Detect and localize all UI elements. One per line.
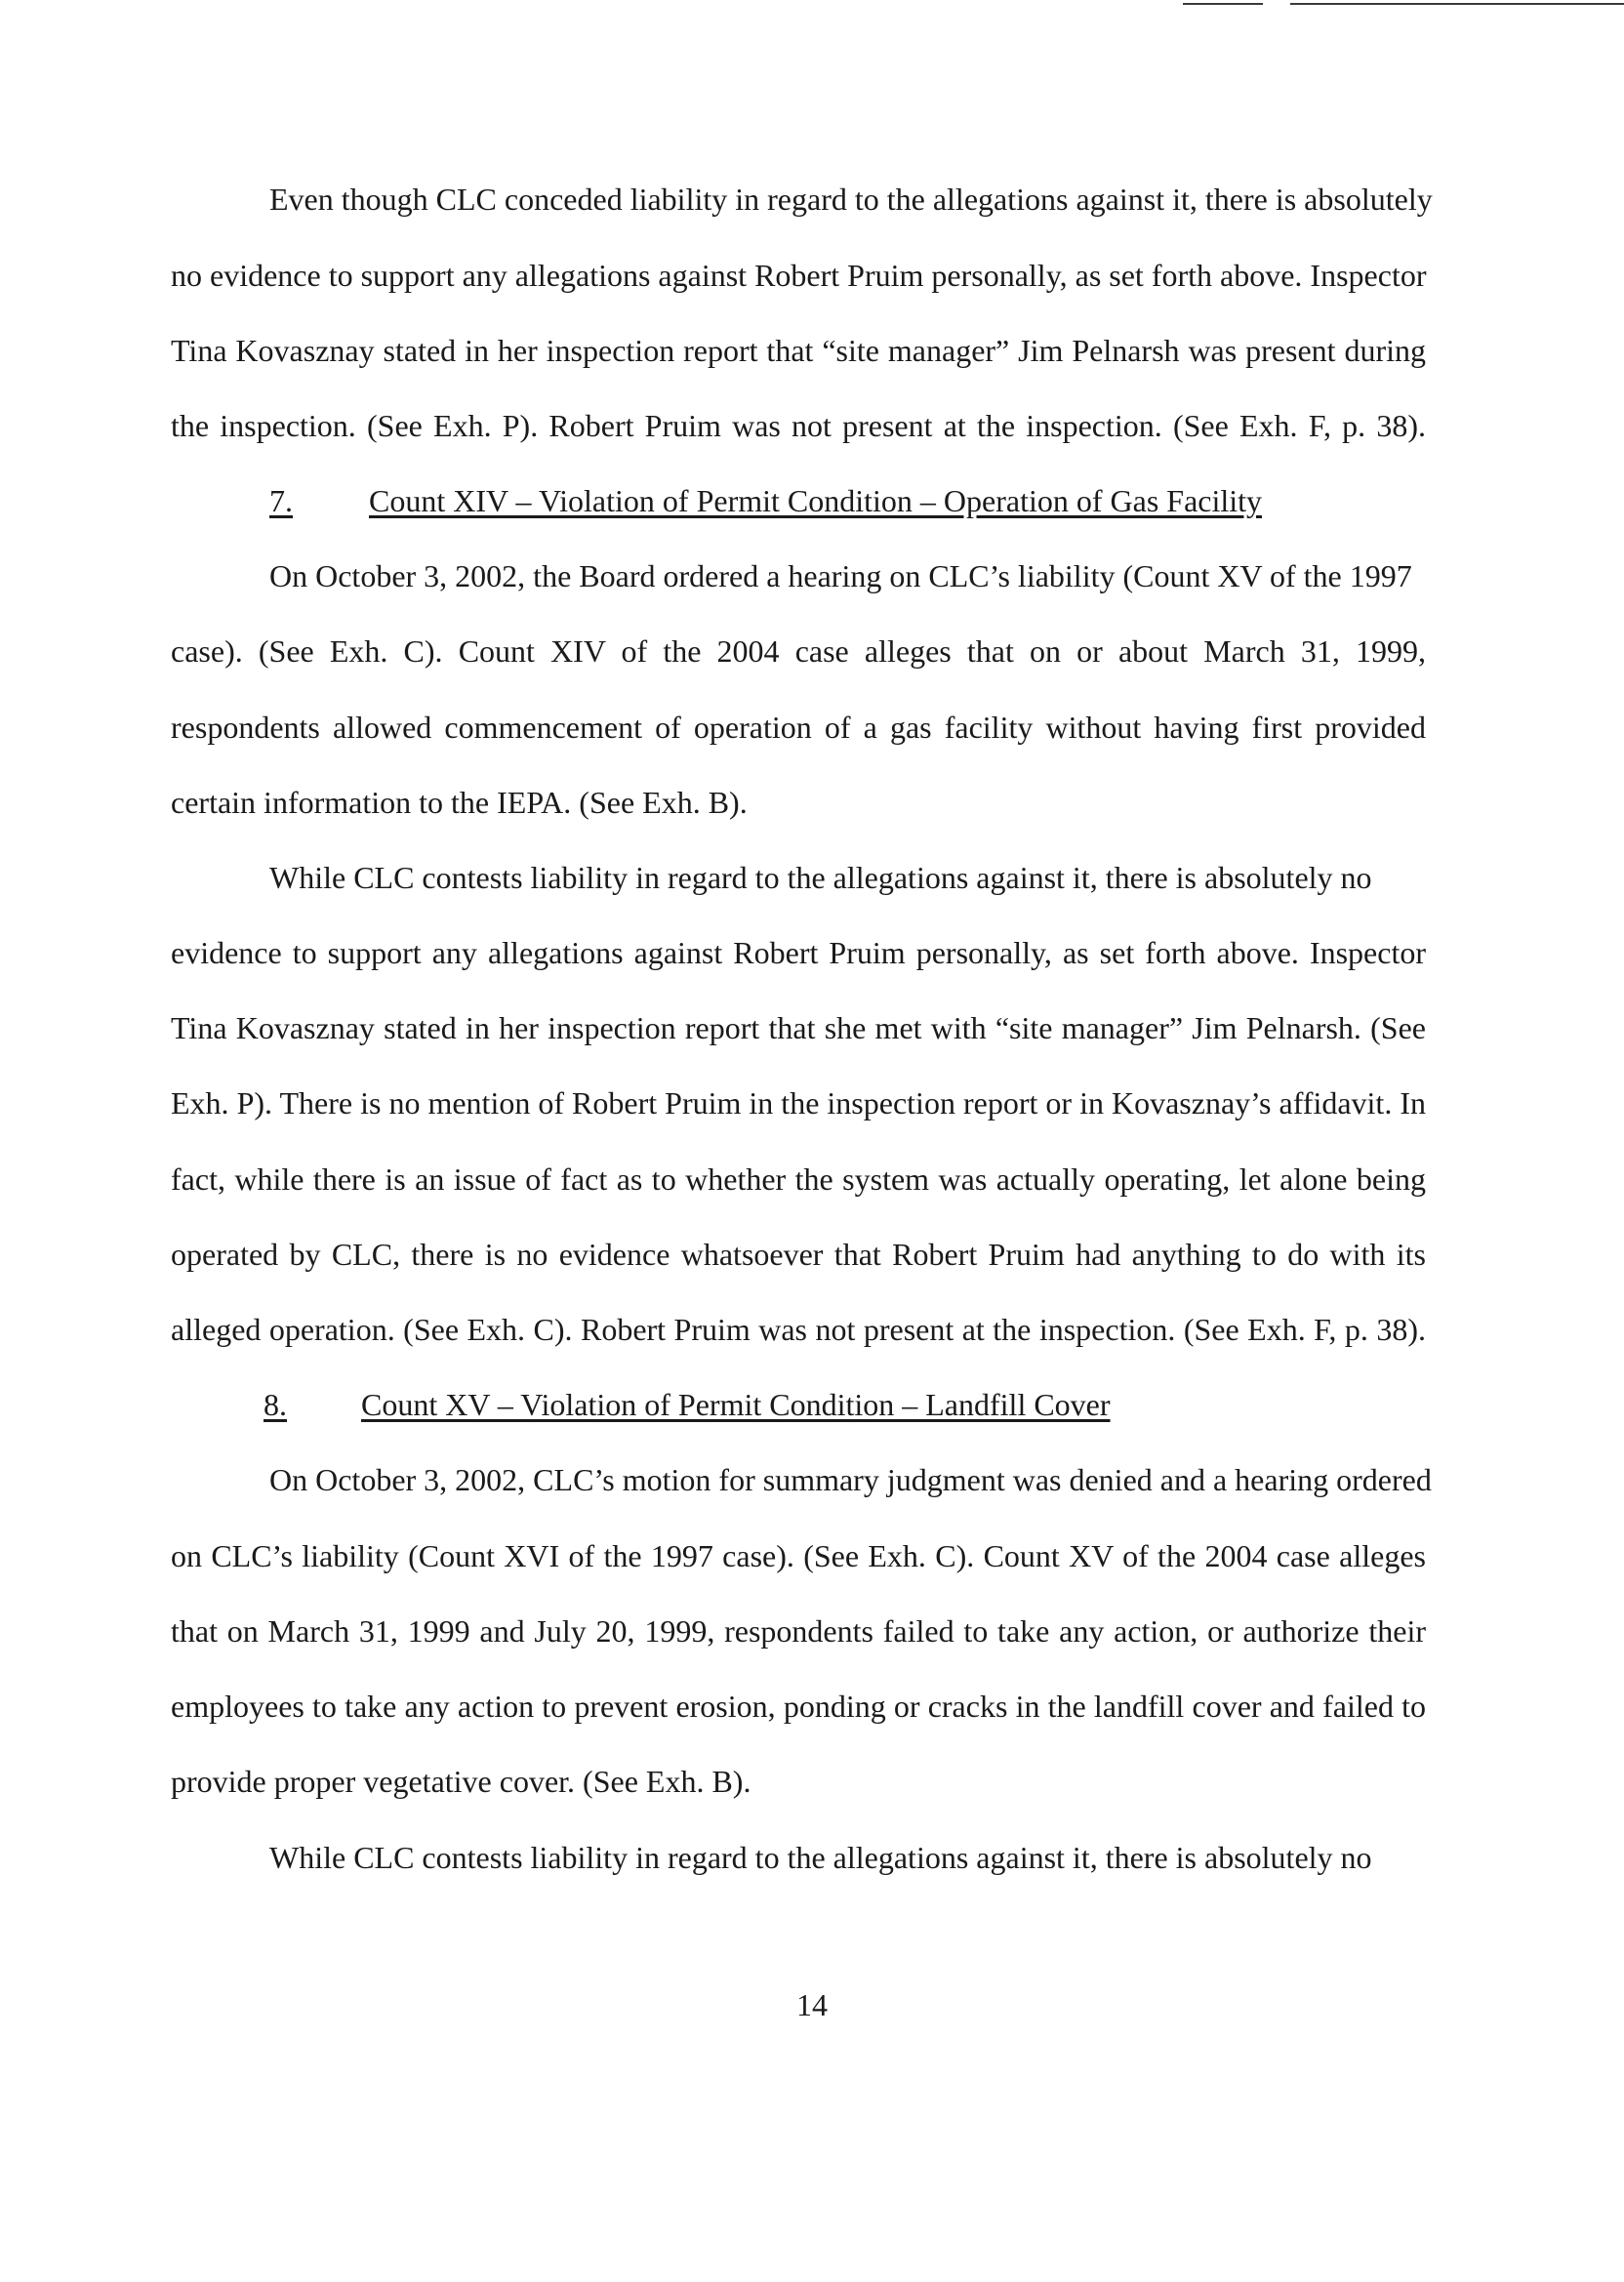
paragraph-line: Tina Kovasznay stated in her inspection report that she met with “site manager” Jim Pelnarsh. (See bbox=[171, 1010, 1426, 1045]
paragraph-line: evidence to support any allegations against Robert Pruim personally, as set forth above. Inspector bbox=[171, 935, 1426, 970]
paragraph-line: operated by CLC, there is no evidence whatsoever that Robert Pruim had anything to do with its bbox=[171, 1237, 1426, 1272]
paragraph-line: While CLC contests liability in regard to the allegations against it, there is absolutely no bbox=[269, 1840, 1372, 1875]
paragraph-line: alleged operation. (See Exh. C). Robert Pruim was not present at the inspection. (See Exh. F, p. 38). bbox=[171, 1312, 1426, 1347]
section-heading-title: Count XIV – Violation of Permit Condition – Operation of Gas Facility bbox=[369, 483, 1263, 518]
paragraph-line: employees to take any action to prevent erosion, ponding or cracks in the landfill cover and failed to bbox=[171, 1689, 1426, 1724]
section-heading-number: 8. bbox=[264, 1387, 287, 1422]
paragraph-line: on CLC’s liability (Count XVI of the 1997 case). (See Exh. C). Count XV of the 2004 case alleges bbox=[171, 1538, 1426, 1573]
paragraph-line: the inspection. (See Exh. P). Robert Pruim was not present at the inspection. (See Exh. F, p. 38). bbox=[171, 408, 1426, 443]
section-heading-title: Count XV – Violation of Permit Condition – Landfill Cover bbox=[361, 1387, 1111, 1422]
paragraph-line: Exh. P). There is no mention of Robert Pruim in the inspection report or in Kovasznay’s affidavit. In bbox=[171, 1085, 1426, 1121]
paragraph-line: While CLC contests liability in regard to the allegations against it, there is absolutely no bbox=[269, 860, 1372, 895]
page-number: 14 bbox=[796, 1987, 828, 2022]
paragraph-line: fact, while there is an issue of fact as to whether the system was actually operating, let alone being bbox=[171, 1161, 1426, 1197]
paragraph-line: On October 3, 2002, CLC’s motion for summary judgment was denied and a hearing ordered bbox=[269, 1462, 1432, 1497]
paragraph-line: Tina Kovasznay stated in her inspection report that “site manager” Jim Pelnarsh was present during bbox=[171, 333, 1426, 368]
paragraph-line: respondents allowed commencement of operation of a gas facility without having first provided bbox=[171, 710, 1426, 745]
section-heading-number: 7. bbox=[269, 483, 293, 518]
paragraph-line: Even though CLC conceded liability in regard to the allegations against it, there is absolutely bbox=[269, 182, 1433, 217]
paragraph-line: provide proper vegetative cover. (See Exh. B). bbox=[171, 1764, 751, 1799]
paragraph-line: On October 3, 2002, the Board ordered a hearing on CLC’s liability (Count XV of the 1997 bbox=[269, 558, 1412, 593]
paragraph-line: certain information to the IEPA. (See Exh. B). bbox=[171, 785, 748, 820]
paragraph-line: no evidence to support any allegations against Robert Pruim personally, as set forth above. Inspector bbox=[171, 258, 1427, 293]
paragraph-line: that on March 31, 1999 and July 20, 1999, respondents failed to take any action, or authorize their bbox=[171, 1613, 1426, 1649]
paragraph-line: case). (See Exh. C). Count XIV of the 2004 case alleges that on or about March 31, 1999, bbox=[171, 633, 1426, 669]
top-rule-right bbox=[1290, 3, 1624, 5]
top-rule-left bbox=[1183, 3, 1263, 5]
